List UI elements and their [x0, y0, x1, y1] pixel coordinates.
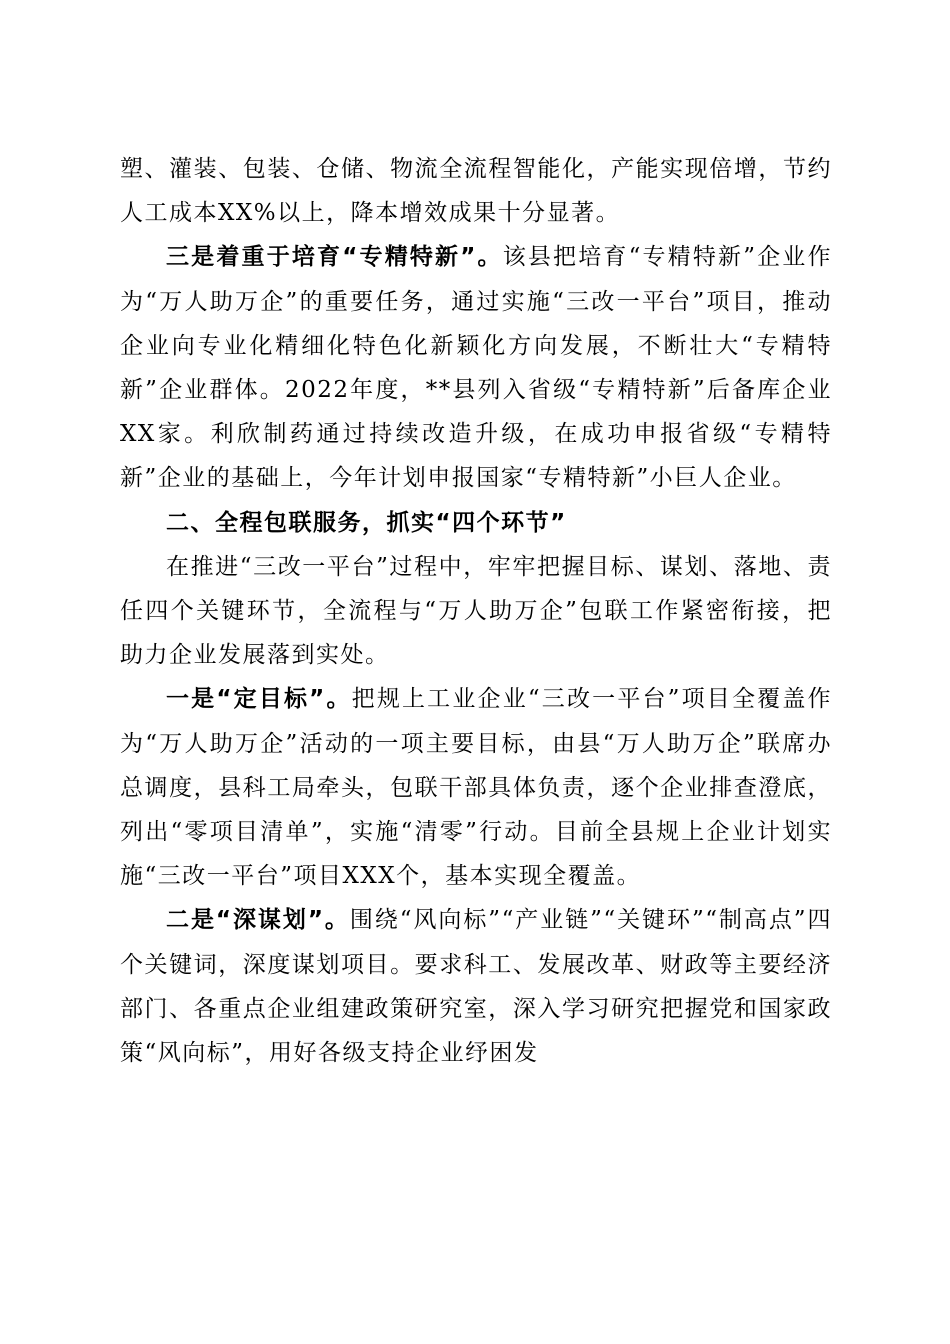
paragraph-set-targets	[120, 677, 832, 898]
paragraph-text: 围绕“风向标”“产业链”“关键环”“制高点”四个关键词，深度谋划项目。要求科工、发展改革、财政等主要经济部门、各重点企业组建政策研究室，深入学习研究把握党和国家政策“风向标”，用好各级支持企业纾困发	[120, 907, 832, 1067]
paragraph-deep-planning	[120, 898, 832, 1075]
paragraph-text: 在推进“三改一平台”过程中，牢牢把握目标、谋划、落地、责任四个关键环节，全流程与“万人助万企”包联工作紧密衔接，把助力企业发展落到实处。	[120, 553, 832, 669]
paragraph-lead-phrase: 一是“定目标”。	[166, 686, 352, 713]
paragraph-continuation: 塑、灌装、包装、仓储、物流全流程智能化，产能实现倍增，节约人工成本XX%以上，降本增效成果十分显著。	[120, 156, 832, 227]
section-heading: 二、全程包联服务，抓实“四个环节”	[166, 509, 567, 536]
document-body	[120, 147, 832, 1075]
paragraph-lead-phrase: 三是着重于培育“专精特新”。	[166, 244, 503, 271]
paragraph-text: 该县把培育“专精特新”企业作为“万人助万企”的重要任务，通过实施“三改一平台”项目，推动企业向专业化精细化特色化新颖化方向发展，不断壮大“专精特新”企业群体。2022年度，**县列入省级“专精特新”后备库企业XX家。利欣制药通过持续改造升级，在成功申报省级“专精特新”企业的基础上，今年计划申报国家“专精特新”小巨人企业。	[120, 244, 832, 492]
paragraph-text: 把规上工业企业“三改一平台”项目全覆盖作为“万人助万企”活动的一项主要目标，由县“万人助万企”联席办总调度，县科工局牵头，包联干部具体负责，逐个企业排查澄底，列出“零项目清单”，实施“清零”行动。目前全县规上企业计划实施“三改一平台”项目XXX个，基本实现全覆盖。	[120, 686, 832, 890]
paragraph-lead-phrase: 二是“深谋划”。	[166, 907, 350, 934]
paragraph-intro	[120, 545, 832, 678]
paragraph-specialized-new	[120, 235, 832, 500]
